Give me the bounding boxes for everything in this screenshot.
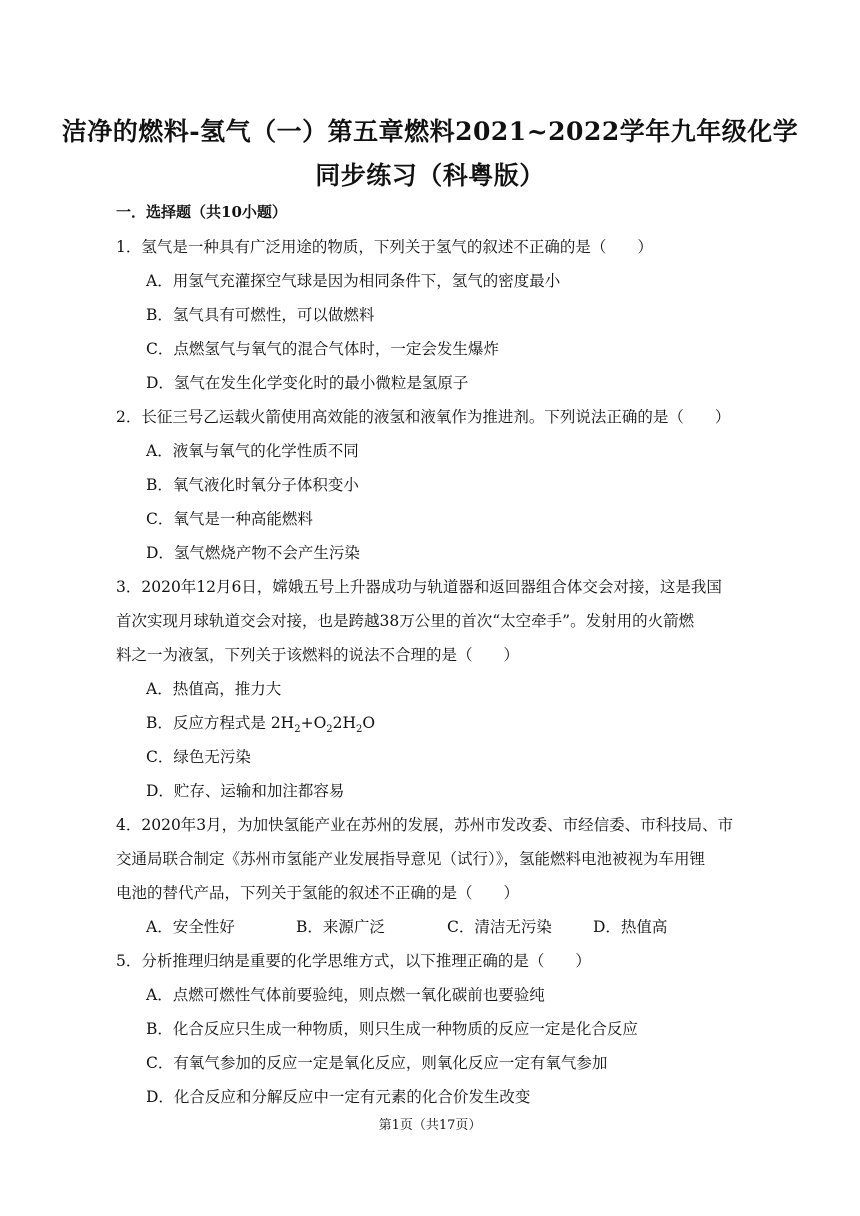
question-5-stem: 5．分析推理归纳是重要的化学思维方式，以下推理正确的是（ ）: [116, 952, 591, 970]
question-3-option-b: B．反应方程式是 $2H_2+O_22H_2O$: [146, 714, 376, 736]
question-5-option-c: C．有氧气参加的反应一定是氧化反应，则氧化反应一定有氧气参加: [146, 1054, 608, 1072]
question-3-option-d: D．贮存、运输和加注都容易: [146, 782, 345, 800]
document-title-line-2: 同步练习（科粤版）: [315, 161, 545, 190]
question-4-option-d: D．热值高: [593, 918, 668, 936]
document-title-line-1: 洁净的燃料-氢气（一）第五章燃料2021~2022学年九年级化学: [61, 117, 799, 146]
question-1-option-a: A．用氢气充灌探空气球是因为相同条件下，氢气的密度最小: [146, 272, 561, 290]
question-3-option-a: A．热值高，推力大: [146, 680, 282, 698]
question-2-option-d: D．氢气燃烧产物不会产生污染: [146, 544, 360, 562]
question-2-option-b: B．氧气液化时氧分子体积变小: [146, 476, 359, 494]
question-2-option-c: C．氧气是一种高能燃料: [146, 510, 313, 528]
question-5-option-b: B．化合反应只生成一种物质，则只生成一种物质的反应一定是化合反应: [146, 1020, 638, 1038]
question-4-option-b: B．来源广泛: [296, 918, 385, 936]
question-3-stem-line-2: 首次实现月球轨道交会对接，也是跨越38万公里的首次“太空牵手”。发射用的火箭燃: [116, 612, 695, 630]
question-4-option-a: A．安全性好: [146, 918, 235, 936]
question-3-stem-line-1: 3．2020年12月6日，嫦娥五号上升器成功与轨道器和返回器组合体交会对接，这是我国: [116, 578, 722, 596]
question-3-option-c: C．绿色无污染: [146, 748, 251, 766]
question-1-option-d: D．氢气在发生化学变化时的最小微粒是氢原子: [146, 374, 469, 392]
question-4-stem-line-1: 4．2020年3月，为加快氢能产业在苏州的发展，苏州市发改委、市经信委、市科技局、市: [116, 816, 734, 834]
question-1-option-b: B．氢气具有可燃性，可以做燃料: [146, 306, 375, 324]
question-4-option-c: C．清洁无污染: [447, 918, 552, 936]
question-5-option-a: A．点燃可燃性气体前要验纯，则点燃一氧化碳前也要验纯: [146, 986, 545, 1004]
question-2-stem: 2．长征三号乙运载火箭使用高效能的液氢和液氧作为推进剂。下列说法正确的是（ ）: [116, 408, 731, 426]
question-1-option-c: C．点燃氢气与氧气的混合气体时，一定会发生爆炸: [146, 340, 499, 358]
question-5-option-d: D．化合反应和分解反应中一定有元素的化合价发生改变: [146, 1088, 531, 1106]
question-4-stem-line-3: 电池的替代产品，下列关于氢能的叙述不正确的是（ ）: [116, 884, 520, 902]
question-2-option-a: A．液氧与氧气的化学性质不同: [146, 442, 359, 460]
question-4-stem-line-2: 交通局联合制定《苏州市氢能产业发展指导意见（试行）》，氢能燃料电池被视为车用锂: [116, 850, 706, 868]
page-footer: 第1页（共17页）: [378, 1118, 482, 1133]
question-3-stem-line-3: 料之一为液氢，下列关于该燃料的说法不合理的是（ ）: [116, 646, 520, 664]
question-1-stem: 1．氢气是一种具有广泛用途的物质，下列关于氢气的叙述不正确的是（ ）: [116, 238, 653, 256]
section-heading: 一．选择题（共10小题）: [116, 203, 287, 221]
